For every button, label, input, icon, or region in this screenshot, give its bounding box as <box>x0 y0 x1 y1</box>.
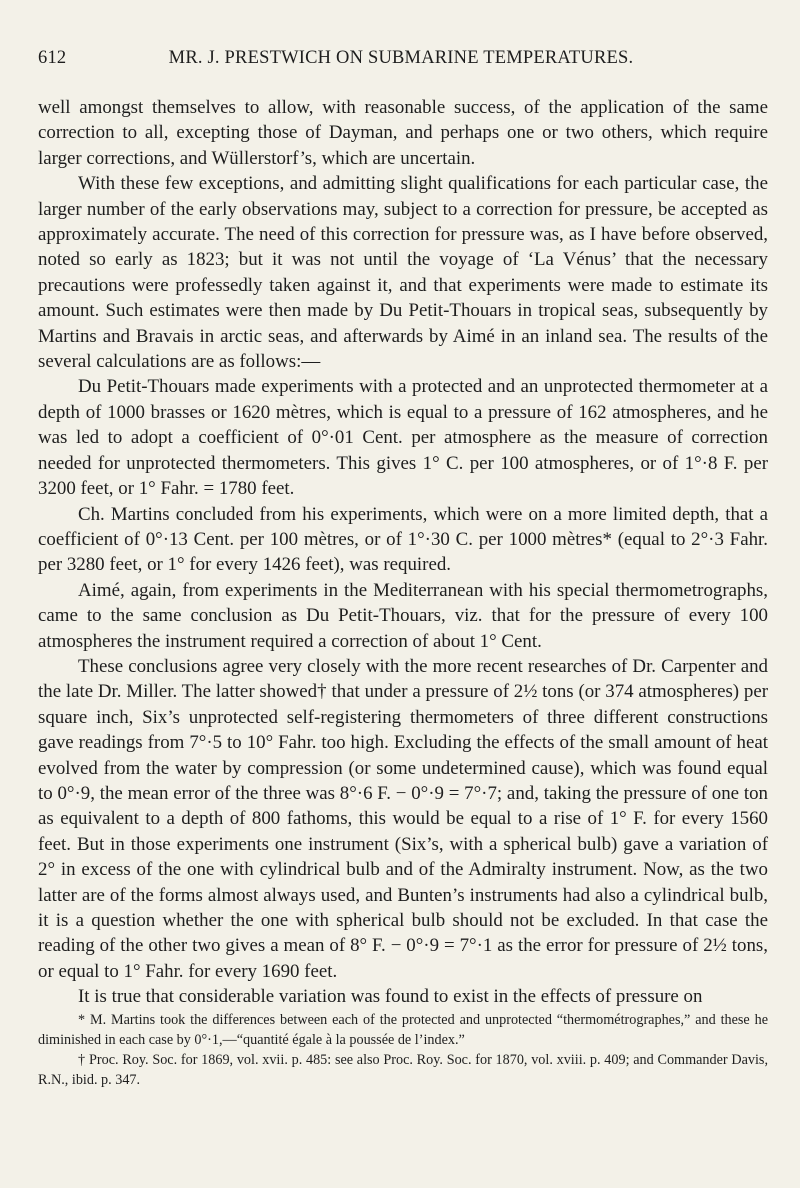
paragraph-pressure-correction: With these few exceptions, and admitting slight qualifications for each particular case, the larger number of the early observations may, subject to a correction for pressure, be accepted as approximately accurate. The need of this correction for pressure was, as I have before observed, noted so early as 1823; but it was not until the voyage of ‘La Vénus’ that the necessary precautions were professedly taken against it, and that experiments were made to estimate its amount. Such estimates were then made by Du Petit-Thouars in tropical seas, subsequently by Martins and Bravais in arctic seas, and afterwards by Aimé in an inland sea. The results of the several calculations are as follows:— <box>38 173 768 373</box>
footnotes <box>38 1010 768 1090</box>
running-header <box>38 48 764 72</box>
paragraph-martins: Ch. Martins concluded from his experiments, which were on a more limited depth, that a coefficient of 0°·13 Cent. per 100 mètres, or of 1°·30 C. per 1000 mètres* (equal to 2°·3 Fahr. per 3280 feet, or 1° for every 1426 feet), was required. <box>38 503 768 576</box>
paragraph-variation: It is true that considerable variation was found to exist in the effects of pressure on <box>78 986 703 1008</box>
paragraph-du-petit-thouars: Du Petit-Thouars made experiments with a protected and an unprotected thermometer at a depth of 1000 brasses or 1620 mètres, which is equal to a pressure of 162 atmospheres, and he was led to adopt a coefficient of 0°·01 Cent. per atmosphere as the measure of correction needed for unprotected thermometers. This gives 1° C. per 100 atmospheres, or of 1°·8 F. per 3200 feet, or 1° Fahr. = 1780 feet. <box>38 376 768 500</box>
footnote-proc-roy-soc: † Proc. Roy. Soc. for 1869, vol. xvii. p. 485: see also Proc. Roy. Soc. for 1870, vol. xviii. p. 409; and Commander Davis, R.N., ibid. p. 347. <box>38 1052 768 1088</box>
paragraph-continuation: well amongst themselves to allow, with reasonable success, of the application of the same correction to all, excepting those of Dayman, and perhaps one or two others, which require larger corrections, and Wüllerstorf’s, which are uncertain. <box>38 97 768 169</box>
running-title: MR. J. PRESTWICH ON SUBMARINE TEMPERATURES. <box>168 48 634 68</box>
page-number: 612 <box>38 48 67 68</box>
footnote-martins: * M. Martins took the differences between each of the protected and unprotected “thermométrographes,” and these he diminished in each case by 0°·1,—“quantité égale à la poussée de l’index.” <box>38 1012 768 1048</box>
paragraph-aime: Aimé, again, from experiments in the Mediterranean with his special thermometrographs, came to the same conclusion as Du Petit-Thouars, viz. that for the pressure of every 100 atmospheres the instrument required a correction of about 1° Cent. <box>38 579 768 652</box>
main-text <box>38 95 768 1010</box>
paragraph-carpenter-miller: These conclusions agree very closely with the more recent researches of Dr. Carpenter and the late Dr. Miller. The latter showed† that under a pressure of 2½ tons (or 374 atmospheres) per square inch, Six’s unprotected self-registering thermometers of three different constructions gave readings from 7°·5 to 10° Fahr. too high. Excluding the effects of the small amount of heat evolved from the water by compression (or some undetermined cause), which was found equal to 0°·9, the mean error of the three was 8°·6 F. − 0°·9 = 7°·7; and, taking the pressure of one ton as equivalent to a depth of 800 fathoms, this would be equal to a rise of 1° F. for every 1560 feet. But in those experiments one instrument (Six’s, with a spherical bulb) gave a variation of 2° in excess of the one with cylindrical bulb and of the Admiralty instrument. Now, as the two latter are of the forms almost always used, and Bunten’s instruments had also a cylindrical bulb, it is a question whether the one with spherical bulb should not be excluded. In that case the reading of the other two gives a mean of 8° F. − 0°·9 = 7°·1 as the error for pressure of 2½ tons, or equal to 1° Fahr. for every 1690 feet. <box>38 655 768 982</box>
